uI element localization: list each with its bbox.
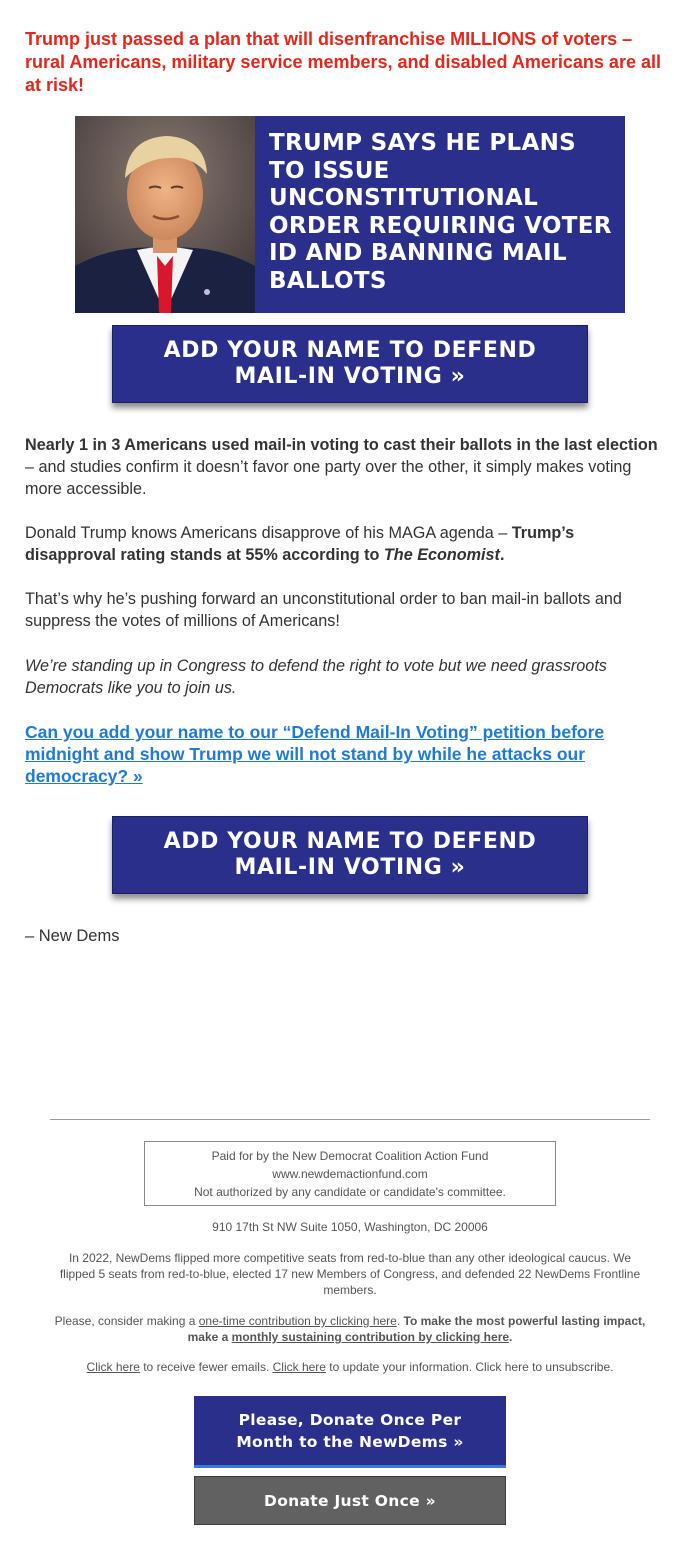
paragraph-disapproval — [25, 522, 665, 566]
add-name-button-bottom[interactable]: ADD YOUR NAME TO DEFEND MAIL-IN VOTING » — [112, 816, 588, 894]
hero-headline: TRUMP SAYS HE PLANS TO ISSUE UNCONSTITUTIONAL ORDER REQUIRING VOTER ID AND BANNING MAIL BALLOTS — [269, 130, 612, 294]
contrib-end: . — [509, 1330, 513, 1344]
contrib-start: Please, consider making a — [54, 1314, 199, 1328]
disapproval-bold: Trump’s disapproval rating stands at 55% according to — [25, 524, 575, 564]
about-newdems: In 2022, NewDems flipped more competitive seats from red-to-blue than any other ideological caucus. We flipped 5 seats from red-to-blue, elected 17 new Members of Congress, and defended 22 NewDems Frontline members. — [59, 1251, 641, 1297]
website-line: www.newdemactionfund.com — [272, 1167, 428, 1181]
disapproval-end: . — [499, 546, 505, 564]
monthly-contribution-link[interactable]: monthly sustaining contribution by clicking here — [231, 1330, 510, 1344]
paragraph-standing-up: We’re standing up in Congress to defend the right to vote but we need grassroots Democrats like you to join us. — [25, 657, 607, 697]
paragraph-unconstitutional-order: That’s why he’s pushing forward an unconstitutional order to ban mail-in ballots and suppress the votes of millions of Americans! — [25, 590, 622, 630]
contrib-bold: To make the most powerful lasting impact, make a — [187, 1314, 646, 1344]
not-authorized-line: Not authorized by any candidate or candidate's committee. — [194, 1185, 506, 1199]
donate-monthly-button[interactable]: Please, Donate Once Per Month to the NewDems » — [194, 1396, 506, 1468]
trump-portrait-image — [75, 116, 255, 313]
contrib-mid: . — [396, 1314, 404, 1328]
paid-for-disclaimer — [144, 1141, 556, 1206]
fewer-emails-link[interactable]: Click here — [86, 1360, 140, 1374]
footer-divider — [50, 1119, 650, 1120]
disapproval-start: Donald Trump knows Americans disapprove of his MAGA agenda – — [25, 524, 512, 542]
paid-for-line: Paid for by the New Democrat Coalition Action Fund — [211, 1149, 489, 1163]
petition-link[interactable]: Can you add your name to our “Defend Mail-In Voting” petition before midnight and show Trump we will not stand by while he attacks our democracy? » — [25, 722, 605, 786]
mail-in-stat-rest: – and studies confirm it doesn’t favor one party over the other, it simply makes voting more accessible. — [25, 458, 632, 498]
one-time-contribution-link[interactable]: one-time contribution by clicking here — [198, 1314, 397, 1328]
donate-once-button[interactable]: Donate Just Once » — [194, 1476, 506, 1525]
add-name-button-top[interactable]: ADD YOUR NAME TO DEFEND MAIL-IN VOTING » — [112, 325, 588, 403]
paragraph-mail-in-stats — [25, 434, 665, 500]
fewer-emails-text: to receive fewer emails. — [139, 1360, 273, 1374]
economist-source: The Economist — [383, 546, 500, 564]
update-info-text: to update your information. Click here to unsubscribe. — [325, 1360, 614, 1374]
update-info-link[interactable]: Click here — [272, 1360, 326, 1374]
headline: Trump just passed a plan that will disenfranchise MILLIONS of voters – rural Americans, military service members, and disabled Americans are all at risk! — [25, 29, 661, 95]
mail-in-stat-bold: Nearly 1 in 3 Americans used mail-in voting to cast their ballots in the last election — [25, 436, 658, 454]
signature: – New Dems — [25, 927, 120, 945]
hero-banner[interactable] — [75, 116, 625, 313]
mailing-address: 910 17th St NW Suite 1050, Washington, DC 20006 — [212, 1220, 488, 1234]
email-preferences-text — [50, 1359, 650, 1375]
contribution-text — [50, 1313, 650, 1345]
